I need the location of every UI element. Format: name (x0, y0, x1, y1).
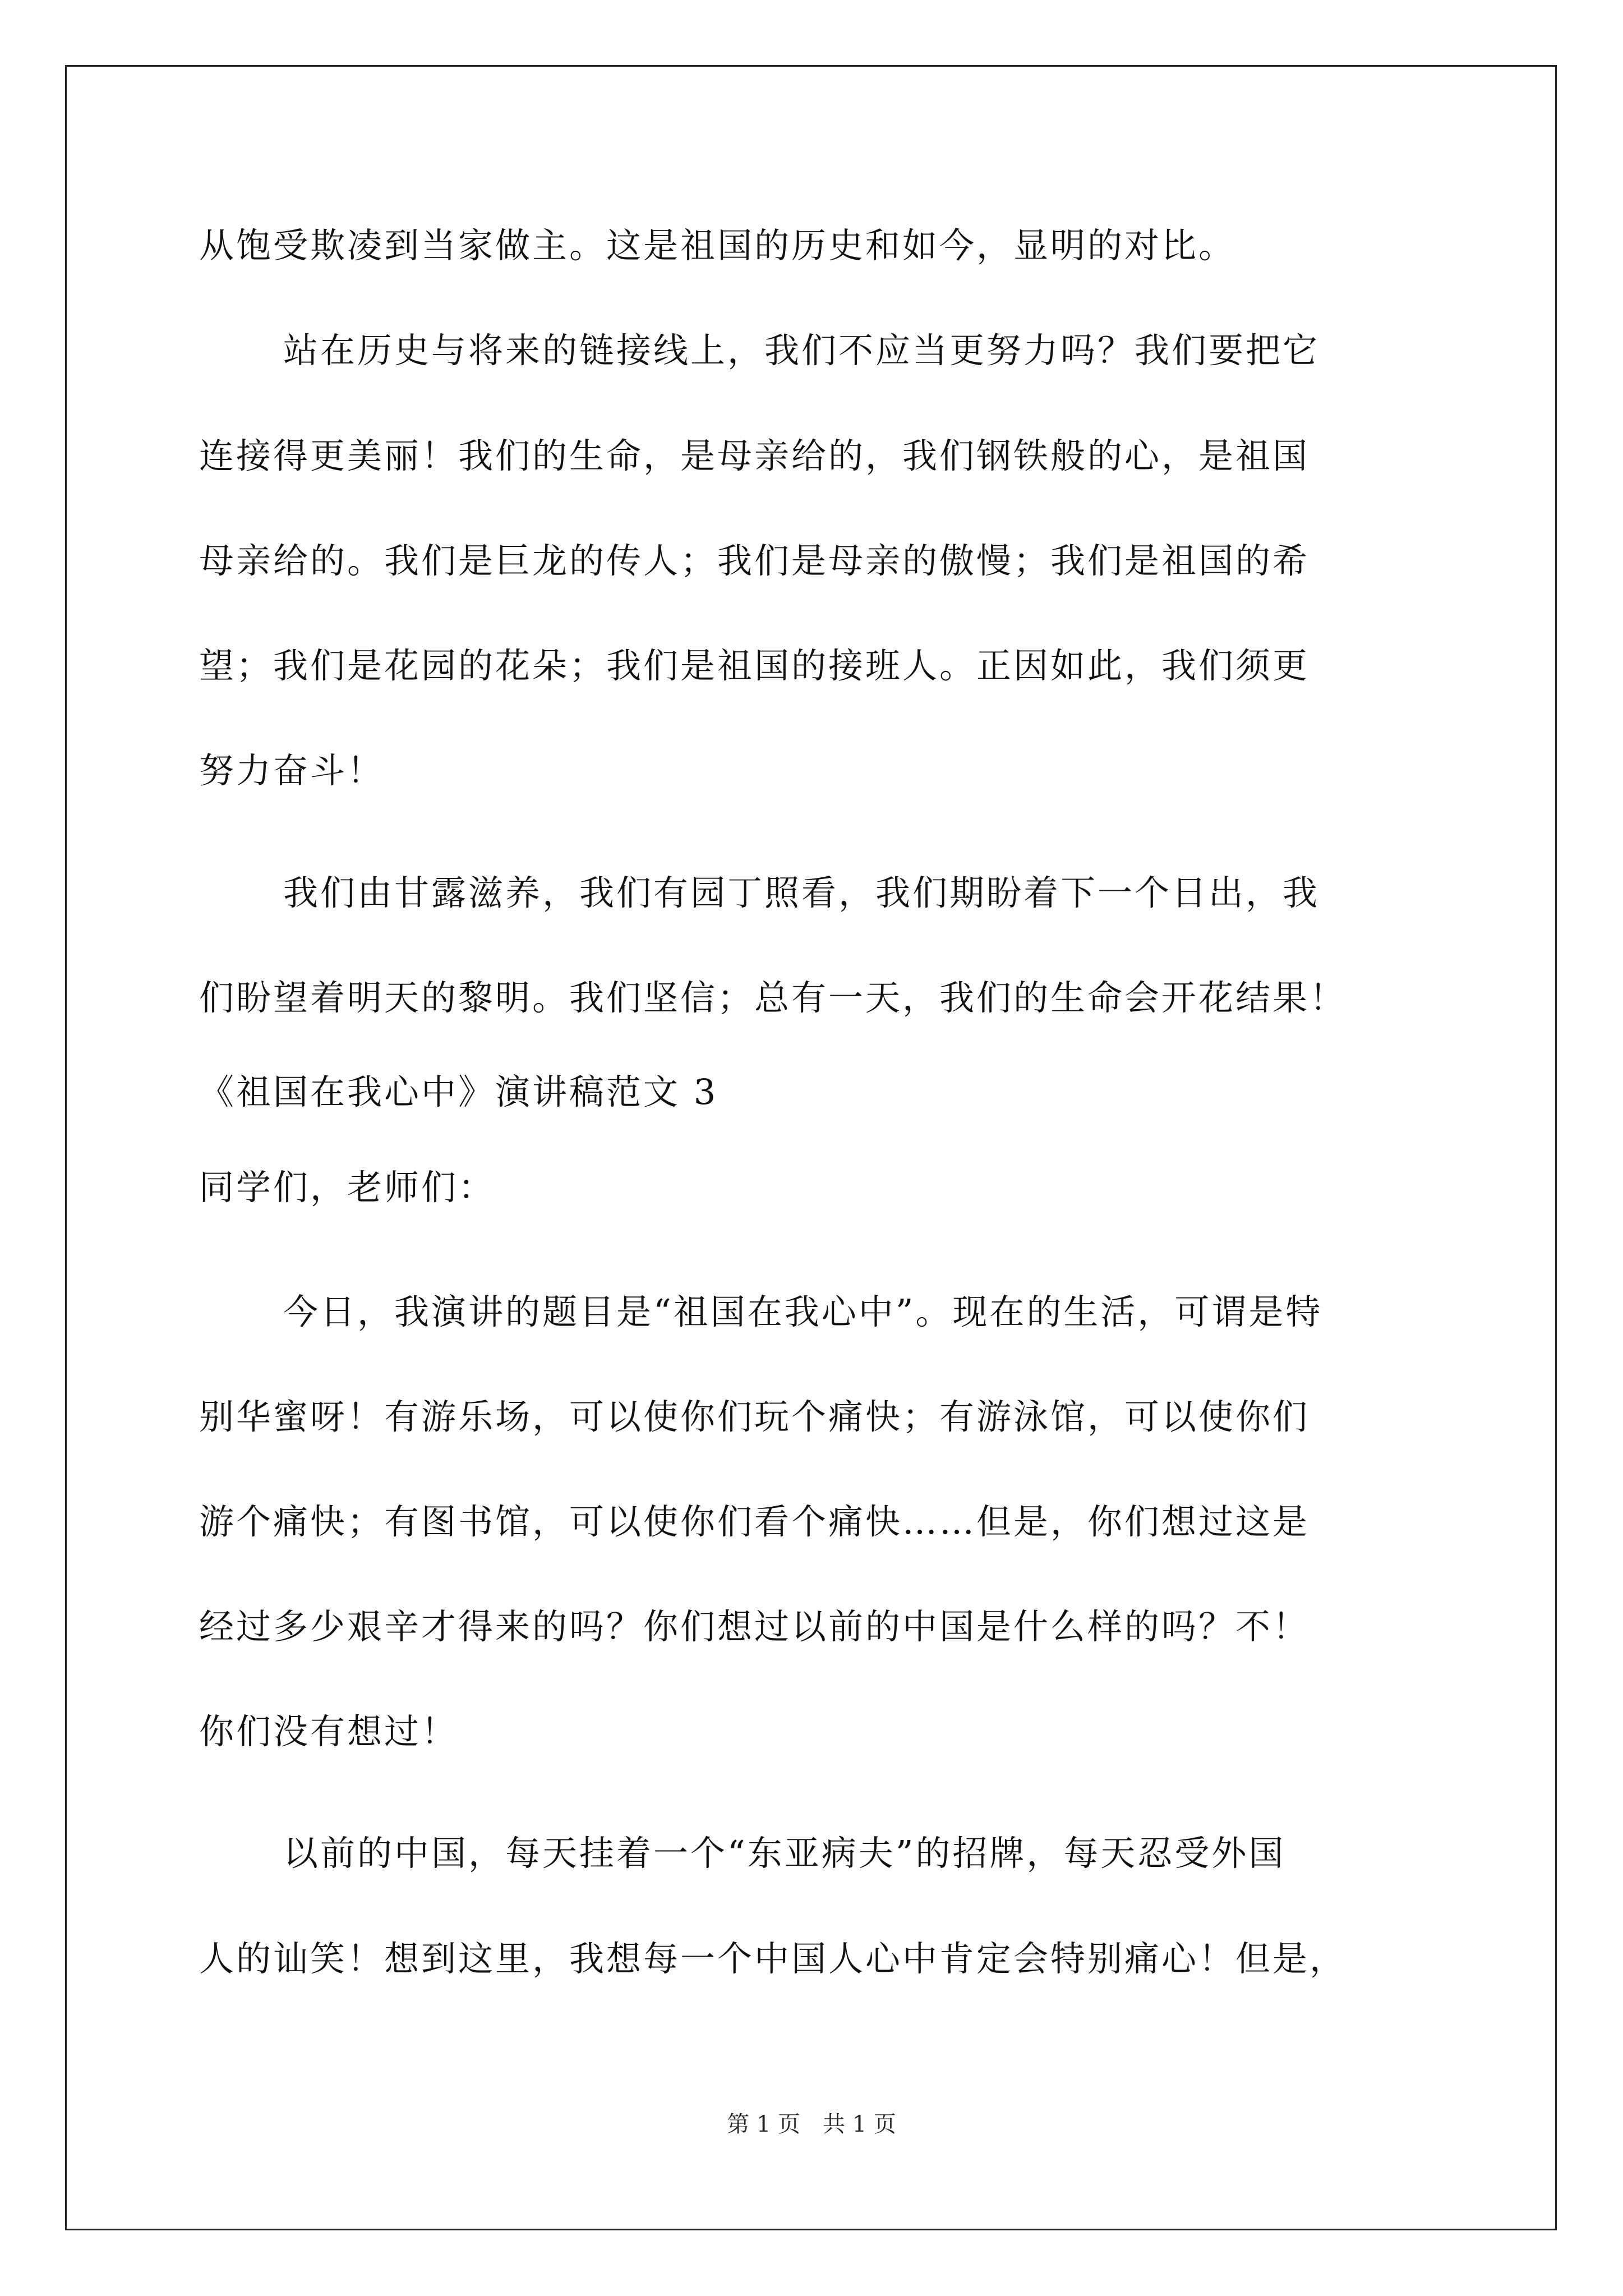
text-line: 以前的中国，每天挂着一个“东亚病夫”的招牌，每天忍受外国 (283, 1833, 1286, 1874)
text-line: 从饱受欺凌到当家做主。这是祖国的历史和如今，显明的对比。 (199, 225, 1236, 266)
text-line: 经过多少艰辛才得来的吗？你们想过以前的中国是什么样的吗？不！ (199, 1606, 1310, 1647)
text-line: 连接得更美丽！我们的生命，是母亲给的，我们钢铁般的心，是祖国 (199, 435, 1310, 476)
text-line: 人的讪笑！想到这里，我想每一个中国人心中肯定会特别痛心！但是， (199, 1938, 1347, 1979)
text-line: 我们由甘露滋养，我们有园丁照看，我们期盼着下一个日出，我 (283, 872, 1320, 913)
text-line: 别华蜜呀！有游乐场，可以使你们玩个痛快；有游泳馆，可以使你们 (199, 1396, 1310, 1437)
page-number-footer: 第 1 页 共 1 页 (727, 2111, 896, 2137)
salutation: 同学们，老师们： (199, 1167, 496, 1208)
text-line: 今日，我演讲的题目是“祖国在我心中”。现在的生活，可谓是特 (283, 1291, 1323, 1332)
text-line: 们盼望着明天的黎明。我们坚信；总有一天，我们的生命会开花结果！ (199, 977, 1347, 1018)
text-line: 努力奋斗！ (199, 750, 385, 791)
text-line: 游个痛快；有图书馆，可以使你们看个痛快……但是，你们想过这是 (199, 1501, 1310, 1542)
text-line: 你们没有想过！ (199, 1711, 459, 1752)
text-line: 站在历史与将来的链接线上，我们不应当更努力吗？我们要把它 (283, 330, 1320, 371)
text-line: 望；我们是花园的花朵；我们是祖国的接班人。正因如此，我们须更 (199, 645, 1310, 686)
section-heading: 《祖国在我心中》演讲稿范文 3 (199, 1071, 718, 1112)
text-line: 母亲给的。我们是巨龙的传人；我们是母亲的傲慢；我们是祖国的希 (199, 540, 1310, 581)
page-border (65, 65, 1557, 2230)
